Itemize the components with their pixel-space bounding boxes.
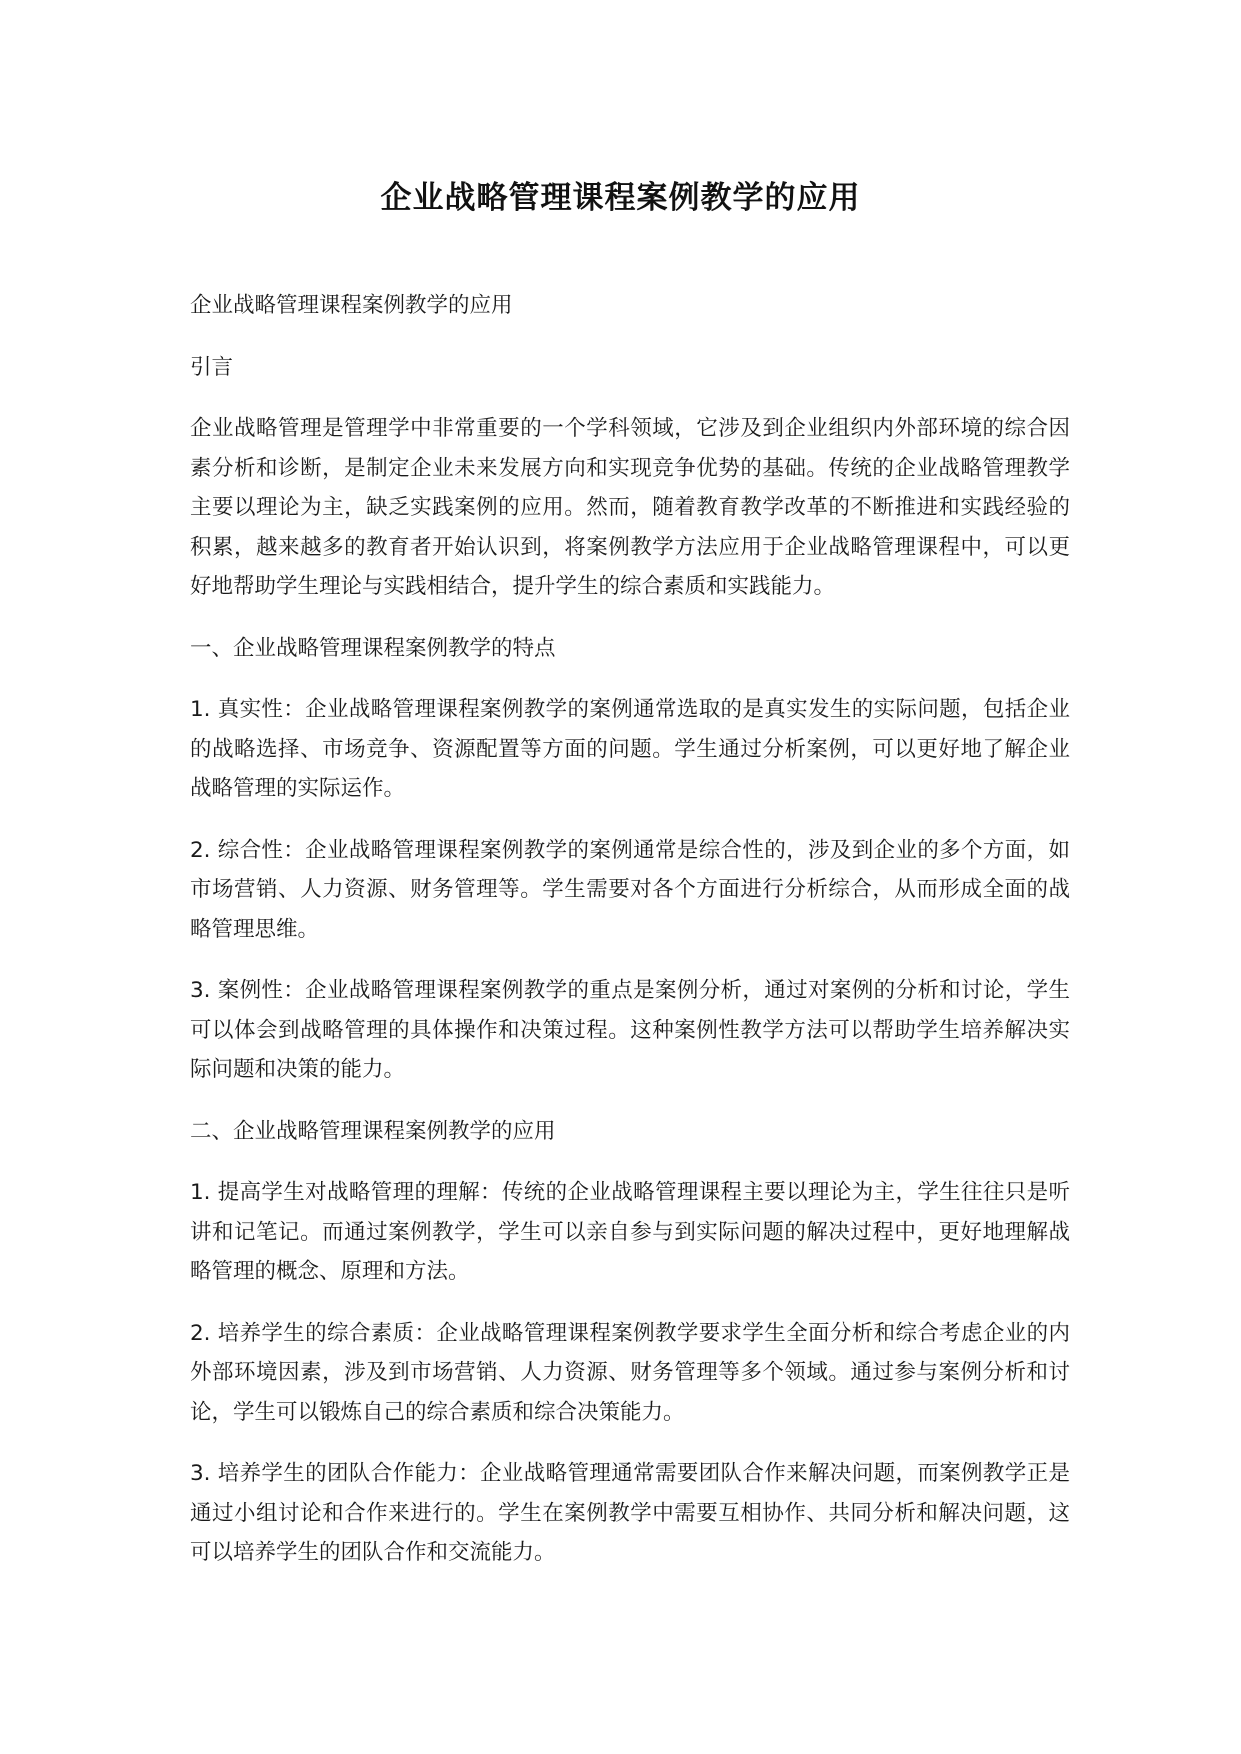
intro-paragraph: 企业战略管理是管理学中非常重要的一个学科领域，它涉及到企业组织内外部环境的综合因素分析和诊断，是制定企业未来发展方向和实现竞争优势的基础。传统的企业战略管理教学主要以理论为主，缺乏实践案例的应用。然而，随着教育教学改革的不断推进和实践经验的积累，越来越多的教育者开始认识到，将案例教学方法应用于企业战略管理课程中，可以更好地帮助学生理论与实践相结合，提升学生的综合素质和实践能力。 (190, 416, 1070, 599)
section-heading-application: 二、企业战略管理课程案例教学的应用 (190, 1118, 556, 1144)
feature-item: 2. 综合性：企业战略管理课程案例教学的案例通常是综合性的，涉及到企业的多个方面，如市场营销、人力资源、财务管理等。学生需要对各个方面进行分析综合，从而形成全面的战略管理思维。 (190, 837, 1070, 942)
feature-item: 1. 真实性：企业战略管理课程案例教学的案例通常选取的是真实发生的实际问题，包括企业的战略选择、市场竞争、资源配置等方面的问题。学生通过分析案例，可以更好地了解企业战略管理的实际运作。 (190, 697, 1070, 801)
application-item: 3. 培养学生的团队合作能力：企业战略管理通常需要团队合作来解决问题，而案例教学正是通过小组讨论和合作来进行的。学生在案例教学中需要互相协作、共同分析和解决问题，这可以培养学生的团队合作和交流能力。 (190, 1461, 1070, 1565)
intro-heading: 引言 (190, 354, 234, 380)
application-item: 2. 培养学生的综合素质：企业战略管理课程案例教学要求学生全面分析和综合考虑企业的内外部环境因素，涉及到市场营销、人力资源、财务管理等多个领域。通过参与案例分析和讨论，学生可以锻炼自己的综合素质和综合决策能力。 (190, 1320, 1070, 1425)
application-item: 1. 提高学生对战略管理的理解：传统的企业战略管理课程主要以理论为主，学生往往只是听讲和记笔记。而通过案例教学，学生可以亲自参与到实际问题的解决过程中，更好地理解战略管理的概念、原理和方法。 (190, 1180, 1070, 1284)
feature-item: 3. 案例性：企业战略管理课程案例教学的重点是案例分析，通过对案例的分析和讨论，学生可以体会到战略管理的具体操作和决策过程。这种案例性教学方法可以帮助学生培养解决实际问题和决策的能力。 (190, 978, 1070, 1082)
section-heading-features: 一、企业战略管理课程案例教学的特点 (190, 635, 556, 661)
subtitle-paragraph: 企业战略管理课程案例教学的应用 (190, 293, 513, 318)
document-body (190, 286, 1070, 1595)
document-title: 企业战略管理课程案例教学的应用 (380, 180, 861, 216)
